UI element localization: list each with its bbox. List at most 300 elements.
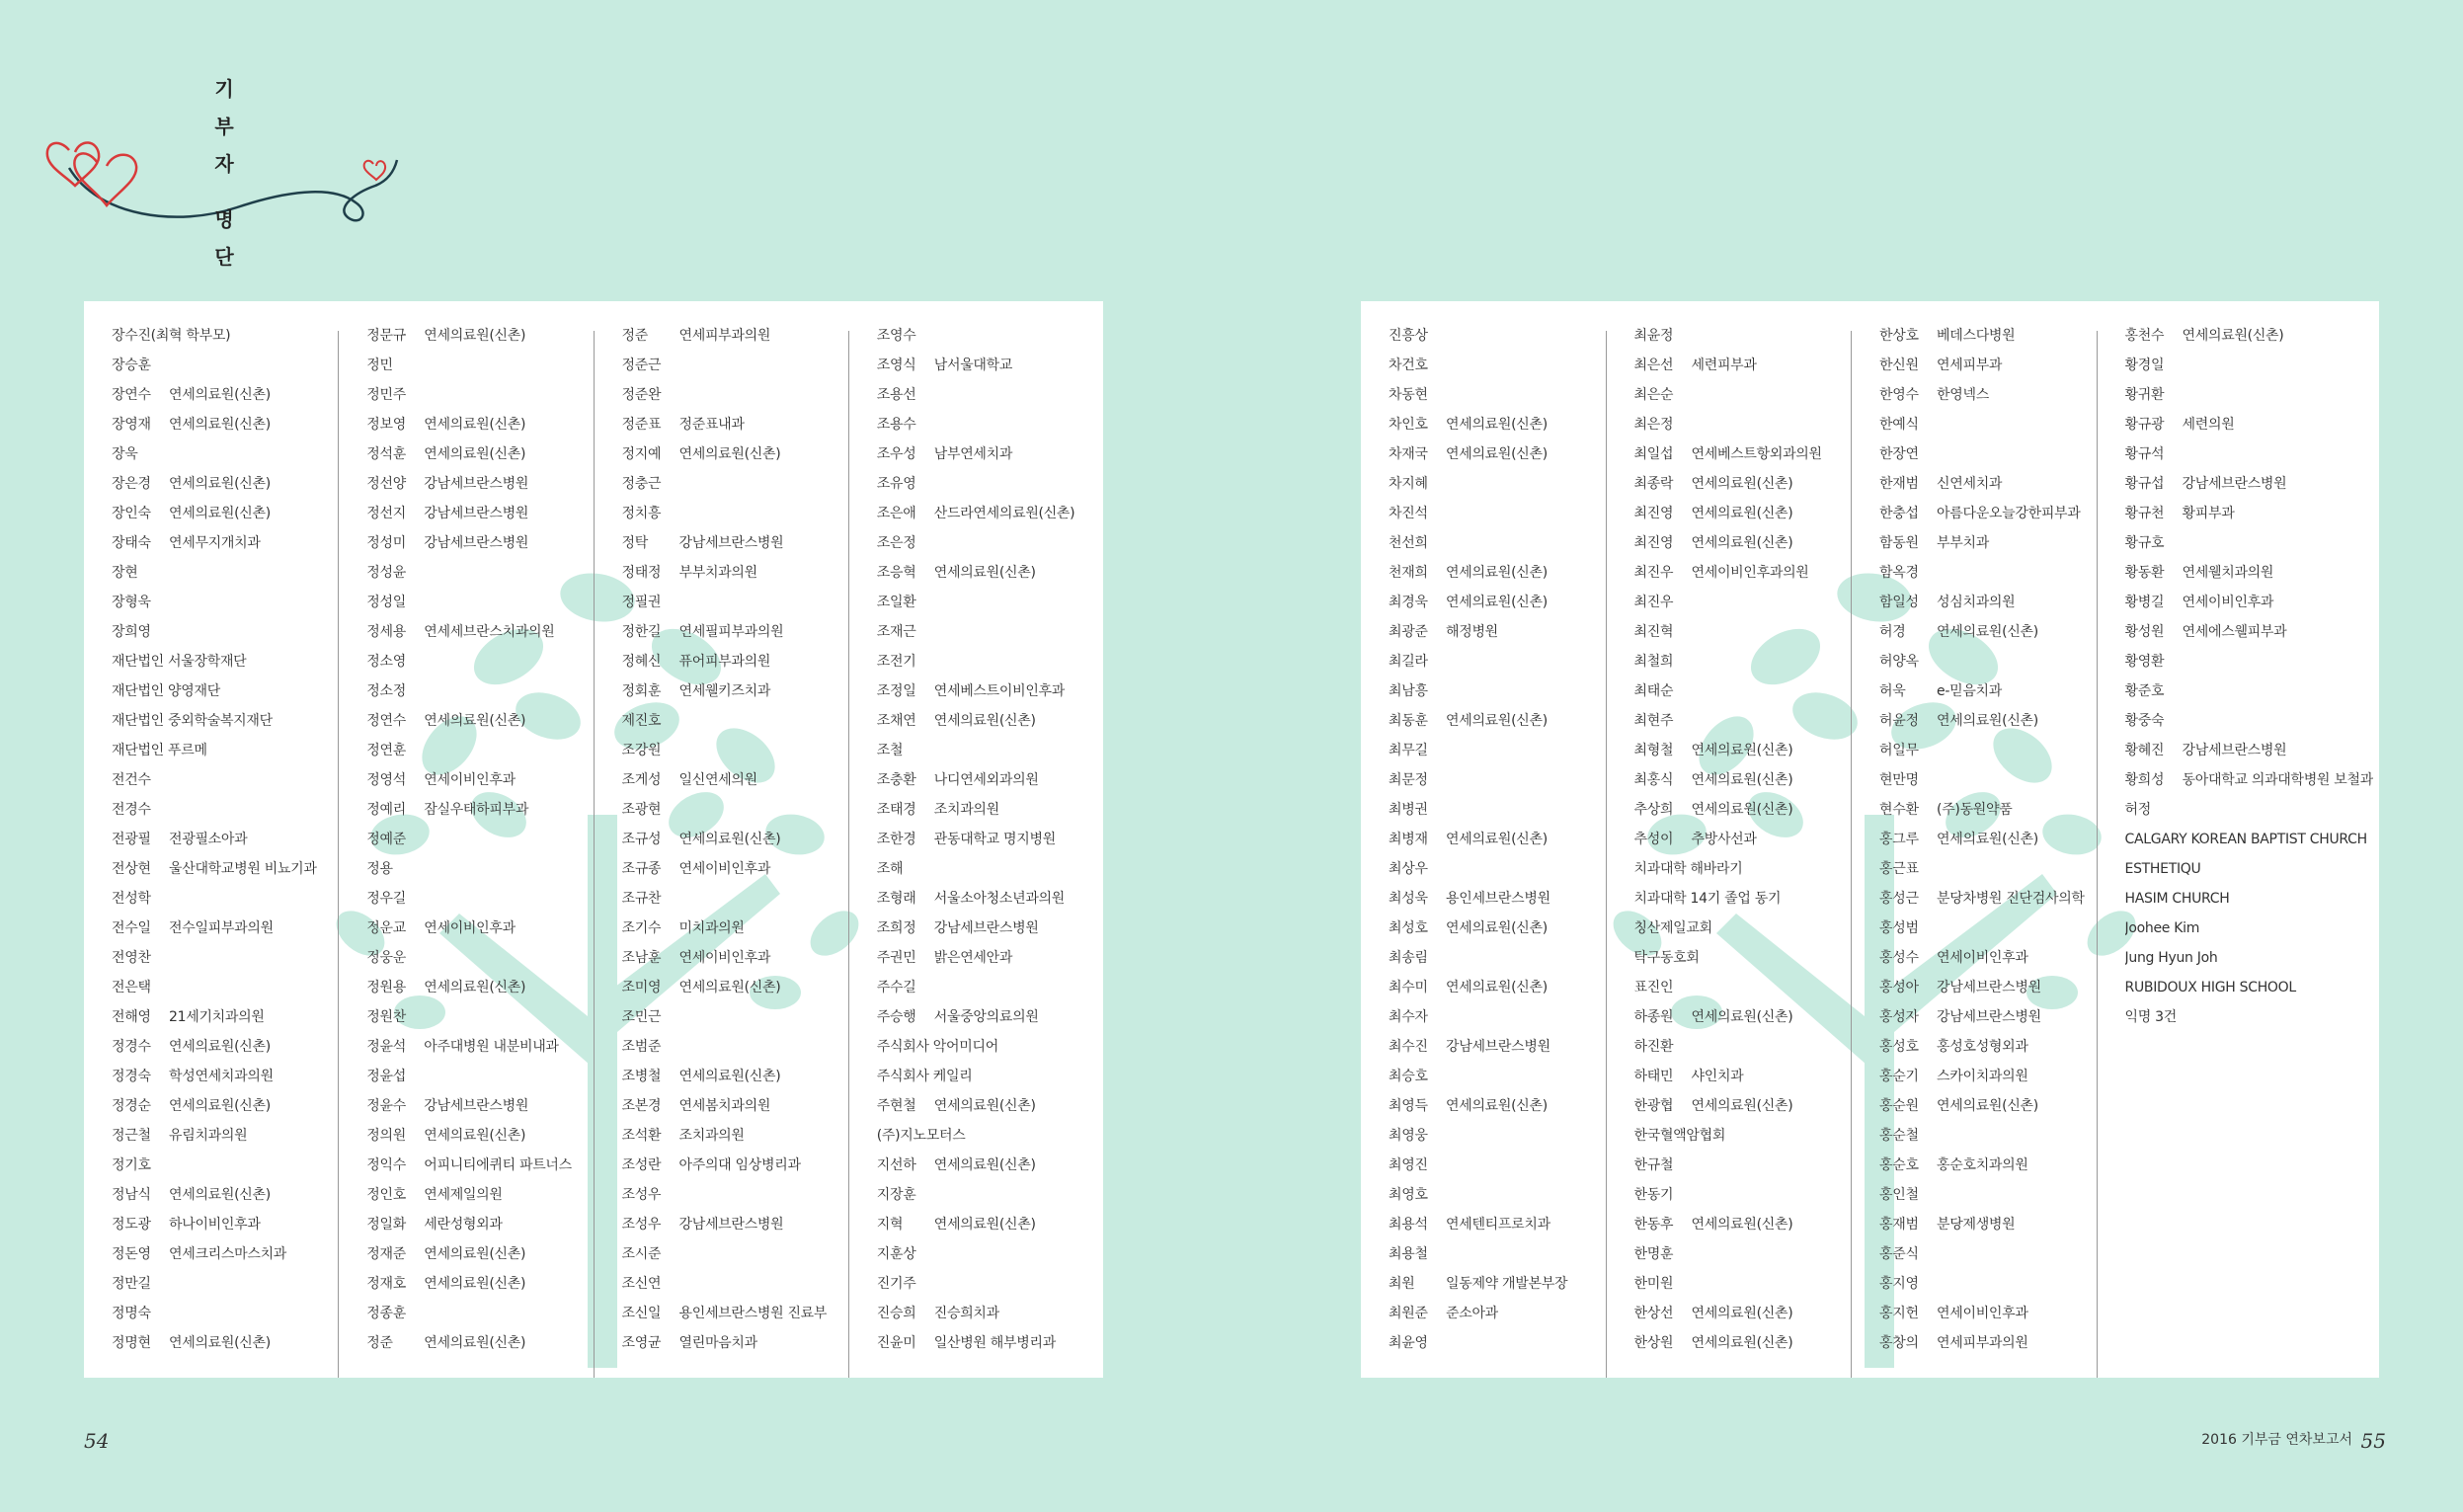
donor-entry: [622, 1299, 842, 1328]
donor-affiliation: 나디연세외과의원: [933, 772, 1039, 788]
donor-entry: [112, 973, 332, 1002]
donor-name: 조영균: [621, 1335, 662, 1351]
donor-affiliation: 연세이비인후과: [1937, 1306, 2028, 1321]
donor-entry: [1634, 943, 1846, 973]
donor-entry: [112, 736, 332, 765]
donor-affiliation: 연세의료원(신촌): [1691, 1335, 1793, 1351]
donor-entry: [877, 854, 1097, 884]
donor-name: 홍성자: [1879, 1009, 1919, 1025]
donor-name: 장희영: [112, 624, 151, 640]
donor-entry: [1389, 1062, 1600, 1091]
donor-entry: [877, 528, 1097, 558]
donor-affiliation: 황피부과: [2182, 506, 2235, 521]
donor-name: 정근철: [112, 1128, 151, 1144]
donor-entry: [366, 469, 587, 499]
donor-affiliation: 스카이치과의원: [1937, 1069, 2028, 1084]
donor-affiliation: 해정병원: [1446, 624, 1498, 640]
donor-entry: [622, 795, 842, 825]
donor-entry: [1389, 676, 1600, 706]
donor-name: 최원: [1389, 1276, 1415, 1292]
donor-name: 홍천수: [2124, 328, 2165, 344]
donor-name: 정성윤: [366, 565, 406, 581]
donor-entry: [1879, 914, 2091, 943]
donor-affiliation: 연세이비인후과: [678, 950, 771, 966]
donor-entry: [366, 617, 587, 647]
donor-affiliation: 강남세브란스병원: [678, 1217, 784, 1233]
donor-name: 최수자: [1389, 1009, 1428, 1025]
donor-entry: [622, 1210, 842, 1239]
donor-name: 한상원: [1633, 1335, 1674, 1351]
donor-entry: [1389, 1002, 1600, 1032]
donor-name: 주현철: [876, 1098, 916, 1114]
donor-name: 조용선: [876, 387, 916, 403]
donor-entry: [112, 380, 332, 410]
donor-name: 천재희: [1389, 565, 1428, 581]
donor-entry: [622, 825, 842, 854]
donor-entry: [877, 943, 1097, 973]
donor-affiliation: 연세의료원(신촌): [424, 1276, 526, 1292]
donor-name: 정웅운: [366, 950, 406, 966]
donor-name: 정인호: [366, 1187, 406, 1203]
donor-name: 정민주: [366, 387, 406, 403]
donor-entry: [366, 973, 587, 1002]
donor-name: 최형철: [1633, 743, 1674, 758]
donor-affiliation: 연세의료원(신촌): [1691, 535, 1793, 551]
donor-entry: [112, 943, 332, 973]
donor-affiliation: 분당차병원 진단검사의학: [1937, 891, 2085, 907]
donor-entry: [112, 469, 332, 499]
donor-entry: [112, 1210, 332, 1239]
donor-name: 함일성: [1879, 595, 1919, 610]
donor-name: 황규섭: [2124, 476, 2165, 492]
donor-name: 최수미: [1389, 980, 1428, 995]
donor-entry: [2125, 617, 2373, 647]
donor-name: 정원찬: [366, 1009, 406, 1025]
donor-name: 한동기: [1633, 1187, 1674, 1203]
donor-name: 허일무: [1879, 743, 1919, 758]
donor-name: 조성우: [621, 1187, 662, 1203]
donor-entry: [1879, 1269, 2091, 1299]
donor-entry: [1634, 588, 1846, 617]
donor-name: 지선하: [876, 1157, 916, 1173]
donor-name: 조민근: [621, 1009, 662, 1025]
donor-name: 조태경: [876, 802, 916, 818]
donor-name: 최무길: [1389, 743, 1428, 758]
donor-affiliation: 연세의료원(신촌): [1446, 565, 1548, 581]
donor-name: 홍성아: [1879, 980, 1919, 995]
donor-entry: [2125, 439, 2373, 469]
donor-affiliation: 연세의료원(신촌): [1446, 417, 1548, 433]
donor-entry: [112, 1121, 332, 1151]
donor-name: 장연수: [112, 387, 151, 403]
donor-name: 홍성호: [1879, 1039, 1919, 1055]
donor-entry: [366, 914, 587, 943]
donor-name: 홍순원: [1879, 1098, 1919, 1114]
donor-name: 황규광: [2124, 417, 2165, 433]
donor-affiliation: 한영넥스: [1937, 387, 1989, 403]
donor-name: 홍그루: [1879, 832, 1919, 847]
donor-name: 황중숙: [2124, 713, 2165, 729]
donor-entry: [1634, 884, 1846, 914]
donor-name: 조철: [876, 743, 904, 758]
donor-affiliation: 일산병원 해부병리과: [933, 1335, 1056, 1351]
donor-entry: [1389, 914, 1600, 943]
donor-name: 한미원: [1633, 1276, 1674, 1292]
donor-affiliation: 연세텐티프로치과: [1446, 1217, 1550, 1233]
donor-name: 정도광: [112, 1217, 151, 1233]
donor-name: 최진우: [1633, 565, 1674, 581]
report-title: 2016 기부금 연차보고서: [2201, 1432, 2352, 1448]
donor-entry: [1879, 1062, 2091, 1091]
donor-entry: [1879, 410, 2091, 439]
donor-name: 정용: [366, 861, 393, 877]
donor-entry: [1634, 1210, 1846, 1239]
donor-entry: [366, 380, 587, 410]
donor-name: 정성일: [366, 595, 406, 610]
donor-name: 허경: [1879, 624, 1906, 640]
donor-affiliation: 연세의료원(신촌): [1691, 743, 1793, 758]
donor-affiliation: 연세의료원(신촌): [1691, 1217, 1793, 1233]
donor-name: 조희정: [876, 920, 916, 936]
donor-name: 정소정: [366, 683, 406, 699]
donor-column: [338, 328, 593, 1378]
donor-affiliation: 서울소아청소년과의원: [933, 891, 1065, 907]
donor-entry: [1389, 1239, 1600, 1269]
donor-entry: [622, 1269, 842, 1299]
donor-entry: [1634, 1180, 1846, 1210]
donor-name: 진승희: [876, 1306, 916, 1321]
donor-affiliation: 연세의료원(신촌): [2182, 328, 2284, 344]
donor-affiliation: 관동대학교 명지병원: [933, 832, 1056, 847]
donor-entry: [1634, 1091, 1846, 1121]
donor-entry: [112, 588, 332, 617]
donor-entry: [1634, 1151, 1846, 1180]
donor-entry: [1389, 1121, 1600, 1151]
donor-entry: [1879, 439, 2091, 469]
donor-entry: [1389, 558, 1600, 588]
donor-entry: [1389, 1210, 1600, 1239]
donor-name: 전건수: [112, 772, 151, 788]
donor-name: 최용철: [1389, 1246, 1428, 1262]
donor-name: 최홍식: [1633, 772, 1674, 788]
donor-entry: [1634, 1299, 1846, 1328]
donor-name: 최성호: [1389, 920, 1428, 936]
donor-name: 황동환: [2124, 565, 2165, 581]
donor-affiliation: 연세피부과: [1937, 358, 2003, 373]
donor-name: 주식회사 케일리: [876, 1069, 973, 1084]
donor-entry: [877, 1269, 1097, 1299]
page-number-right: 55: [2360, 1429, 2386, 1453]
donor-entry: [1879, 321, 2091, 351]
donor-affiliation: 연세의료원(신촌): [1937, 1098, 2038, 1114]
donor-affiliation: 학성연세치과의원: [169, 1069, 274, 1084]
donor-entry: [2125, 914, 2373, 943]
donor-entry: [1634, 528, 1846, 558]
donor-affiliation: 성심치과의원: [1937, 595, 2016, 610]
donor-column: [2097, 328, 2379, 1378]
donor-entry: [877, 736, 1097, 765]
donor-affiliation: e-믿음치과: [1937, 683, 2002, 699]
donor-affiliation: 연세에스웰피부과: [2182, 624, 2287, 640]
donor-affiliation: 퓨어피부과의원: [678, 654, 771, 670]
donor-affiliation: 연세의료원(신촌): [1691, 802, 1793, 818]
donor-name: 재단법인 양영재단: [112, 683, 220, 699]
donor-affiliation: 연세의료원(신촌): [933, 713, 1036, 729]
donor-name: 재단법인 중외학술복지재단: [112, 713, 273, 729]
donor-name: 한영수: [1879, 387, 1919, 403]
donor-name: 정돈영: [112, 1246, 151, 1262]
donor-entry: [1879, 765, 2091, 795]
donor-name: 조석환: [621, 1128, 662, 1144]
donor-entry: [877, 706, 1097, 736]
donor-affiliation: 연세의료원(신촌): [424, 1335, 526, 1351]
donor-entry: [877, 1210, 1097, 1239]
donor-entry: [1389, 321, 1600, 351]
donor-entry: [877, 469, 1097, 499]
donor-entry: [1634, 647, 1846, 676]
donor-entry: [1634, 351, 1846, 380]
donor-affiliation: 연세웰치과의원: [2182, 565, 2274, 581]
donor-name: 조한경: [876, 832, 916, 847]
donor-name: 한동후: [1633, 1217, 1674, 1233]
donor-entry: [1879, 973, 2091, 1002]
donor-name: 한예식: [1879, 417, 1919, 433]
donor-entry: [877, 825, 1097, 854]
donor-entry: [877, 914, 1097, 943]
donor-affiliation: 일동제약 개발본부장: [1446, 1276, 1568, 1292]
donor-entry: [877, 321, 1097, 351]
donor-name: 정혜신: [621, 654, 662, 670]
donor-name: 최상우: [1389, 861, 1428, 877]
donor-entry: [877, 884, 1097, 914]
donor-entry: [366, 1062, 587, 1091]
donor-entry: [622, 1091, 842, 1121]
donor-name: 정보영: [366, 417, 406, 433]
donor-entry: [622, 706, 842, 736]
donor-name: 정남식: [112, 1187, 151, 1203]
donor-name: 최승호: [1389, 1069, 1428, 1084]
donor-name: 차지혜: [1389, 476, 1428, 492]
donor-affiliation: 어피니티에퀴티 파트너스: [424, 1157, 572, 1173]
donor-entry: [366, 676, 587, 706]
donor-entry: [1634, 1269, 1846, 1299]
donor-name: 홍준식: [1879, 1246, 1919, 1262]
donor-entry: [1879, 617, 2091, 647]
donor-name: 조본경: [621, 1098, 662, 1114]
donor-entry: [622, 469, 842, 499]
donor-entry: [112, 1091, 332, 1121]
donor-affiliation: 연세의료원(신촌): [169, 417, 271, 433]
donor-affiliation: 용인세브란스병원 진료부: [678, 1306, 828, 1321]
donor-name: 정태정: [621, 565, 662, 581]
donor-entry: [877, 1091, 1097, 1121]
donor-entry: [877, 973, 1097, 1002]
donor-affiliation: 연세무지개치과: [169, 535, 261, 551]
donor-name: 최윤정: [1633, 328, 1674, 344]
donor-entry: [1634, 439, 1846, 469]
donor-affiliation: 연세의료원(신촌): [1691, 1009, 1793, 1025]
donor-affiliation: 세란성형외과: [424, 1217, 503, 1233]
donor-column: [84, 321, 338, 1378]
donor-entry: [1879, 1210, 2091, 1239]
donor-name: 장형욱: [112, 595, 151, 610]
donor-entry: [877, 410, 1097, 439]
donor-name: 조유영: [876, 476, 916, 492]
donor-list-panel-right: [1361, 301, 2379, 1378]
donor-affiliation: 연세의료원(신촌): [1937, 713, 2038, 729]
donor-name: 한재범: [1879, 476, 1919, 492]
donor-entry: [2125, 795, 2373, 825]
donor-affiliation: 연세의료원(신촌): [169, 476, 271, 492]
donor-affiliation: 하나이비인후과: [169, 1217, 261, 1233]
donor-name: 정명숙: [112, 1306, 151, 1321]
donor-name: 정윤섭: [366, 1069, 406, 1084]
donor-entry: [877, 617, 1097, 647]
donor-entry: [1634, 1239, 1846, 1269]
donor-name: 탁구동호회: [1633, 950, 1700, 966]
donor-name: 허윤정: [1879, 713, 1919, 729]
donor-entry: [877, 676, 1097, 706]
donor-name: 황경일: [2124, 358, 2165, 373]
donor-name: 차동현: [1389, 387, 1428, 403]
donor-entry: [366, 706, 587, 736]
donor-entry: [1634, 765, 1846, 795]
donor-entry: [622, 1328, 842, 1358]
donor-entry: [877, 647, 1097, 676]
donor-affiliation: 연세의료원(신촌): [169, 1335, 271, 1351]
donor-affiliation: 연세이비인후과: [2182, 595, 2274, 610]
donor-entry: [2125, 676, 2373, 706]
donor-entry: [366, 647, 587, 676]
donor-name: 황영환: [2124, 654, 2165, 670]
donor-entry: [366, 1180, 587, 1210]
donor-affiliation: (주)동원약품: [1937, 802, 2013, 818]
donor-entry: [1879, 380, 2091, 410]
donor-entry: [1879, 825, 2091, 854]
donor-name: 지장훈: [876, 1187, 916, 1203]
donor-entry: [1389, 469, 1600, 499]
donor-entry: [366, 499, 587, 528]
donor-name: 지훈상: [876, 1246, 916, 1262]
donor-affiliation: 동아대학교 의과대학병원 보철과: [2182, 772, 2373, 788]
donor-affiliation: 연세의료원(신촌): [1691, 772, 1793, 788]
donor-name: 조영식: [876, 358, 916, 373]
donor-entry: [366, 736, 587, 765]
donor-name: 최수진: [1389, 1039, 1428, 1055]
donor-name: 하진환: [1633, 1039, 1674, 1055]
donor-affiliation: 연세의료원(신촌): [424, 417, 526, 433]
donor-name: CALGARY KOREAN BAPTIST CHURCH: [2124, 832, 2367, 847]
page-title: [209, 79, 239, 284]
donor-name: 최태순: [1633, 683, 1674, 699]
donor-affiliation: 연세웰키즈치과: [678, 683, 771, 699]
donor-name: 홍순기: [1879, 1069, 1919, 1084]
donor-affiliation: 연세의료원(신촌): [424, 713, 526, 729]
donor-entry: [1879, 647, 2091, 676]
donor-entry: [877, 765, 1097, 795]
donor-name: 전성학: [112, 891, 151, 907]
donor-entry: [1389, 617, 1600, 647]
donor-name: 하종원: [1633, 1009, 1674, 1025]
donor-affiliation: 연세의료원(신촌): [424, 980, 526, 995]
donor-affiliation: 연세의료원(신촌): [1691, 1306, 1793, 1321]
donor-name: 조일환: [876, 595, 916, 610]
donor-affiliation: 산드라연세의료원(신촌): [933, 506, 1075, 521]
donor-entry: [877, 1002, 1097, 1032]
donor-entry: [622, 558, 842, 588]
donor-affiliation: 연세베스트항외과의원: [1691, 446, 1822, 462]
donor-entry: [1389, 1151, 1600, 1180]
donor-name: 조미영: [621, 980, 662, 995]
donor-name: 정우길: [366, 891, 406, 907]
donor-entry: [622, 351, 842, 380]
donor-name: 조게성: [621, 772, 662, 788]
donor-affiliation: 연세피부과의원: [1937, 1335, 2028, 1351]
donor-entry: [1879, 499, 2091, 528]
donor-affiliation: 아주의대 임상병리과: [678, 1157, 801, 1173]
donor-name: 차건호: [1389, 358, 1428, 373]
donor-entry: [2125, 647, 2373, 676]
donor-column: [1851, 328, 2097, 1378]
donor-name: 차인호: [1389, 417, 1428, 433]
donor-entry: [112, 795, 332, 825]
donor-affiliation: 연세의료원(신촌): [424, 1128, 526, 1144]
donor-name: 정필권: [621, 595, 662, 610]
donor-affiliation: 진승희치과: [933, 1306, 999, 1321]
donor-name: 한광협: [1633, 1098, 1674, 1114]
donor-name: 조형래: [876, 891, 916, 907]
donor-column: [594, 328, 848, 1378]
donor-name: 홍성근: [1879, 891, 1919, 907]
donor-entry: [366, 884, 587, 914]
donor-name: 전수일: [112, 920, 151, 936]
donor-name: 조해: [876, 861, 904, 877]
donor-entry: [2125, 321, 2373, 351]
donor-affiliation: 신연세치과: [1937, 476, 2003, 492]
donor-entry: [622, 765, 842, 795]
donor-affiliation: 잠실우태하피부과: [424, 802, 529, 818]
donor-entry: [877, 1151, 1097, 1180]
donor-name: 조은정: [876, 535, 916, 551]
donor-entry: [366, 439, 587, 469]
donor-affiliation: 강남세브란스병원: [1937, 980, 2041, 995]
donor-entry: [112, 410, 332, 439]
donor-affiliation: 연세의료원(신촌): [169, 1187, 271, 1203]
donor-entry: [1634, 825, 1846, 854]
donor-entry: [877, 1032, 1097, 1062]
donor-affiliation: 연세의료원(신촌): [1446, 713, 1548, 729]
donor-name: 장인숙: [112, 506, 151, 521]
donor-name: 허정: [2124, 802, 2151, 818]
donor-name: 현수환: [1879, 802, 1919, 818]
donor-name: HASIM CHURCH: [2124, 891, 2230, 907]
donor-entry: [1389, 854, 1600, 884]
donor-entry: [112, 914, 332, 943]
donor-entry: [622, 1002, 842, 1032]
donor-entry: [1634, 795, 1846, 825]
donor-name: 정석훈: [366, 446, 406, 462]
donor-entry: [1879, 854, 2091, 884]
donor-name: 황준호: [2124, 683, 2165, 699]
donor-affiliation: 강남세브란스병원: [2182, 743, 2287, 758]
donor-entry: [112, 528, 332, 558]
donor-entry: [2125, 588, 2373, 617]
donor-name: 최진영: [1633, 535, 1674, 551]
donor-entry: [1634, 854, 1846, 884]
donor-entry: [1634, 617, 1846, 647]
donor-name: 장승훈: [112, 358, 151, 373]
donor-name: 최현주: [1633, 713, 1674, 729]
